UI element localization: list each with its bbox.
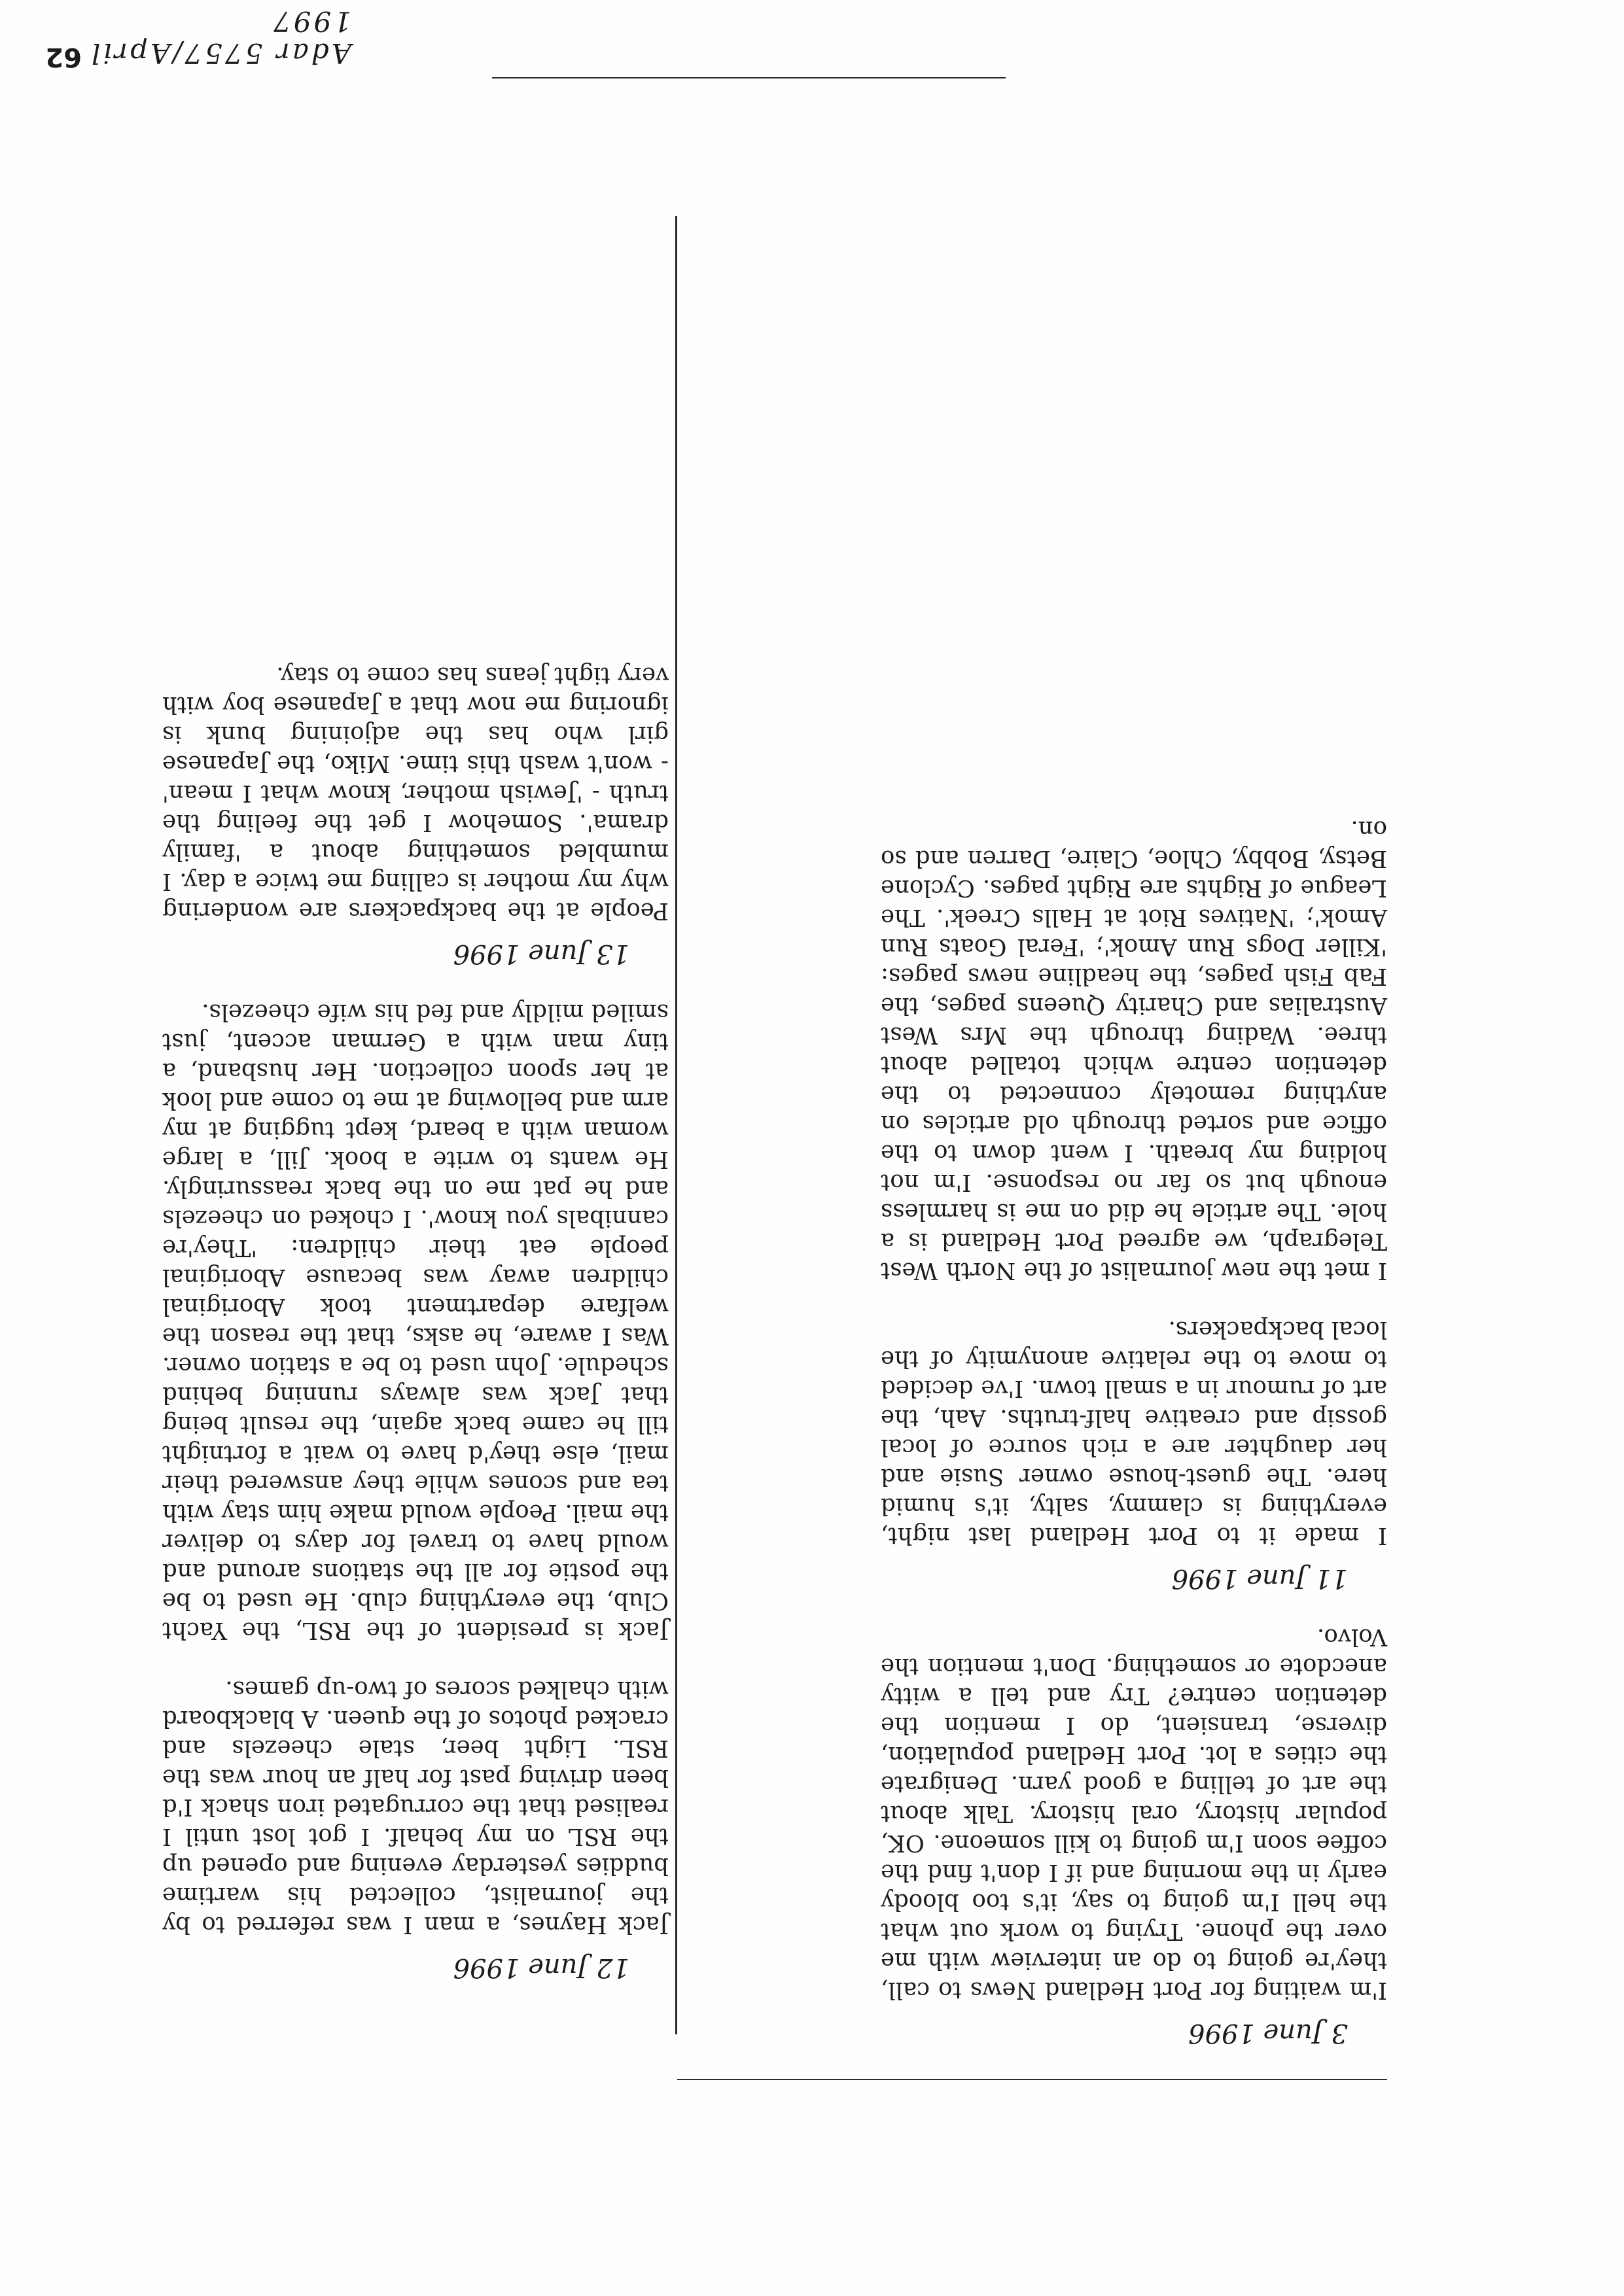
left-column [881, 814, 1387, 2047]
entry-paragraph: I met the new journalist of the North West Telegraph, we agreed Port Hedland is a hole. The article he did on me is harmless enough but so far no response. I'm not holding my breath. I went down to the office and sorted through old articles on anything remotely connected to the detention centre which totalled about three. Wading through the Mrs West Australias and Charity Queens pages, the Fab Fish pages, the headline news pages: 'Killer Dogs Run Amok'; 'Feral Goats Run Amok'; 'Natives Riot at Halls Creek'. The League of Rights are Right pages. Cyclone Betsy, Bobby, Chloe, Claire, Darren and so on. [881, 816, 1387, 1284]
entry-date: 3 June 1996 [1188, 2018, 1348, 2048]
entry-paragraph: I made it to Port Hedland last night, everything is clammy, salty, it's humid here. The guest-house owner Susie and her daughter are a rich source of local gossip and creative half-truths. Aah, the art of rumour in a small town. I've decided to move to the relative anonymity of the local backpackers. [881, 1316, 1387, 1549]
page-number: 62 [45, 42, 82, 72]
journal-entry [881, 1622, 1387, 2047]
right-column [162, 661, 669, 1982]
entry-paragraph: Jack is president of the RSL, the Yacht Club, the everything club. He used to be the postie for all the stations around and would have to travel for days to deliver the mail. People would make him stay with tea and scones while they answered their mail, else they'd have to wait a fortnight till he came back again, the result being that Jack was always running behind schedule. John used to be a station owner. Was I aware, he asks, that the reason the welfare department took Aboriginal children away was because Aboriginal people eat their children: 'They're cannibals you know'. I choked on cheezels and he pat me on the back reassuringly. He wants to write a book. Jill, a large woman with a beard, kept tugging at my arm and bellowing at me to come and look at her spoon collection. Her husband, a tiny man with a German accent, just smiled mildly and fed his wife cheezels. [162, 999, 669, 1644]
column-divider-rule [675, 216, 677, 2034]
entry-date: 11 June 1996 [1171, 1563, 1348, 1593]
entry-paragraph: People at the backpackers are wondering why my mother is calling me twice a day. I mumbled something about a 'family drama'. Somehow I get the feeling the truth - 'Jewish mother, know what I mean' - won't wash this time. Miko, the Japanese girl who has the adjoining bunk is ignoring me now that a Japanese boy with very tight jeans has come to stay. [162, 662, 669, 924]
entry-body [881, 814, 1387, 1550]
journal-entry [881, 814, 1387, 1593]
entry-date: 13 June 1996 [453, 939, 629, 969]
page-footer [24, 5, 1006, 78]
entry-body [162, 998, 669, 1939]
entry-separator-rule [677, 2079, 1387, 2080]
entry-paragraph: I'm waiting for Port Hedland News to call, they're going to do an interview with me over the phone. Trying to work out what the hell I'm going to say, it's too bloody early in the morning and if I don't find the coffee soon I'm going to kill someone. OK, popular history, oral history. Talk about the art of telling a good yarn. Denigrate the cities a lot. Port Hedland population, diverse, transient, do I mention the detention centre? Try and tell a witty anecdote or something. Don't mention the Volvo. [881, 1624, 1387, 2004]
entry-body [881, 1622, 1387, 2005]
running-title: Adar 5757/April 1997 [89, 5, 351, 69]
footer-rule [492, 77, 1006, 78]
entry-paragraph: Jack Haynes, a man I was referred to by the journalist, collected his wartime buddies yesterday evening and opened up the RSL on my behalf. I got lost until I realised that the corrugated iron shack I'd been driving past for half an hour was the RSL. Light beer, stale cheezels and cracked photos of the queen. A blackboard with chalked scores of two-up games. [162, 1676, 669, 1938]
entry-date: 12 June 1996 [453, 1953, 629, 1983]
journal-entry [162, 998, 669, 1982]
entry-body [162, 661, 669, 926]
journal-entry [162, 661, 669, 968]
